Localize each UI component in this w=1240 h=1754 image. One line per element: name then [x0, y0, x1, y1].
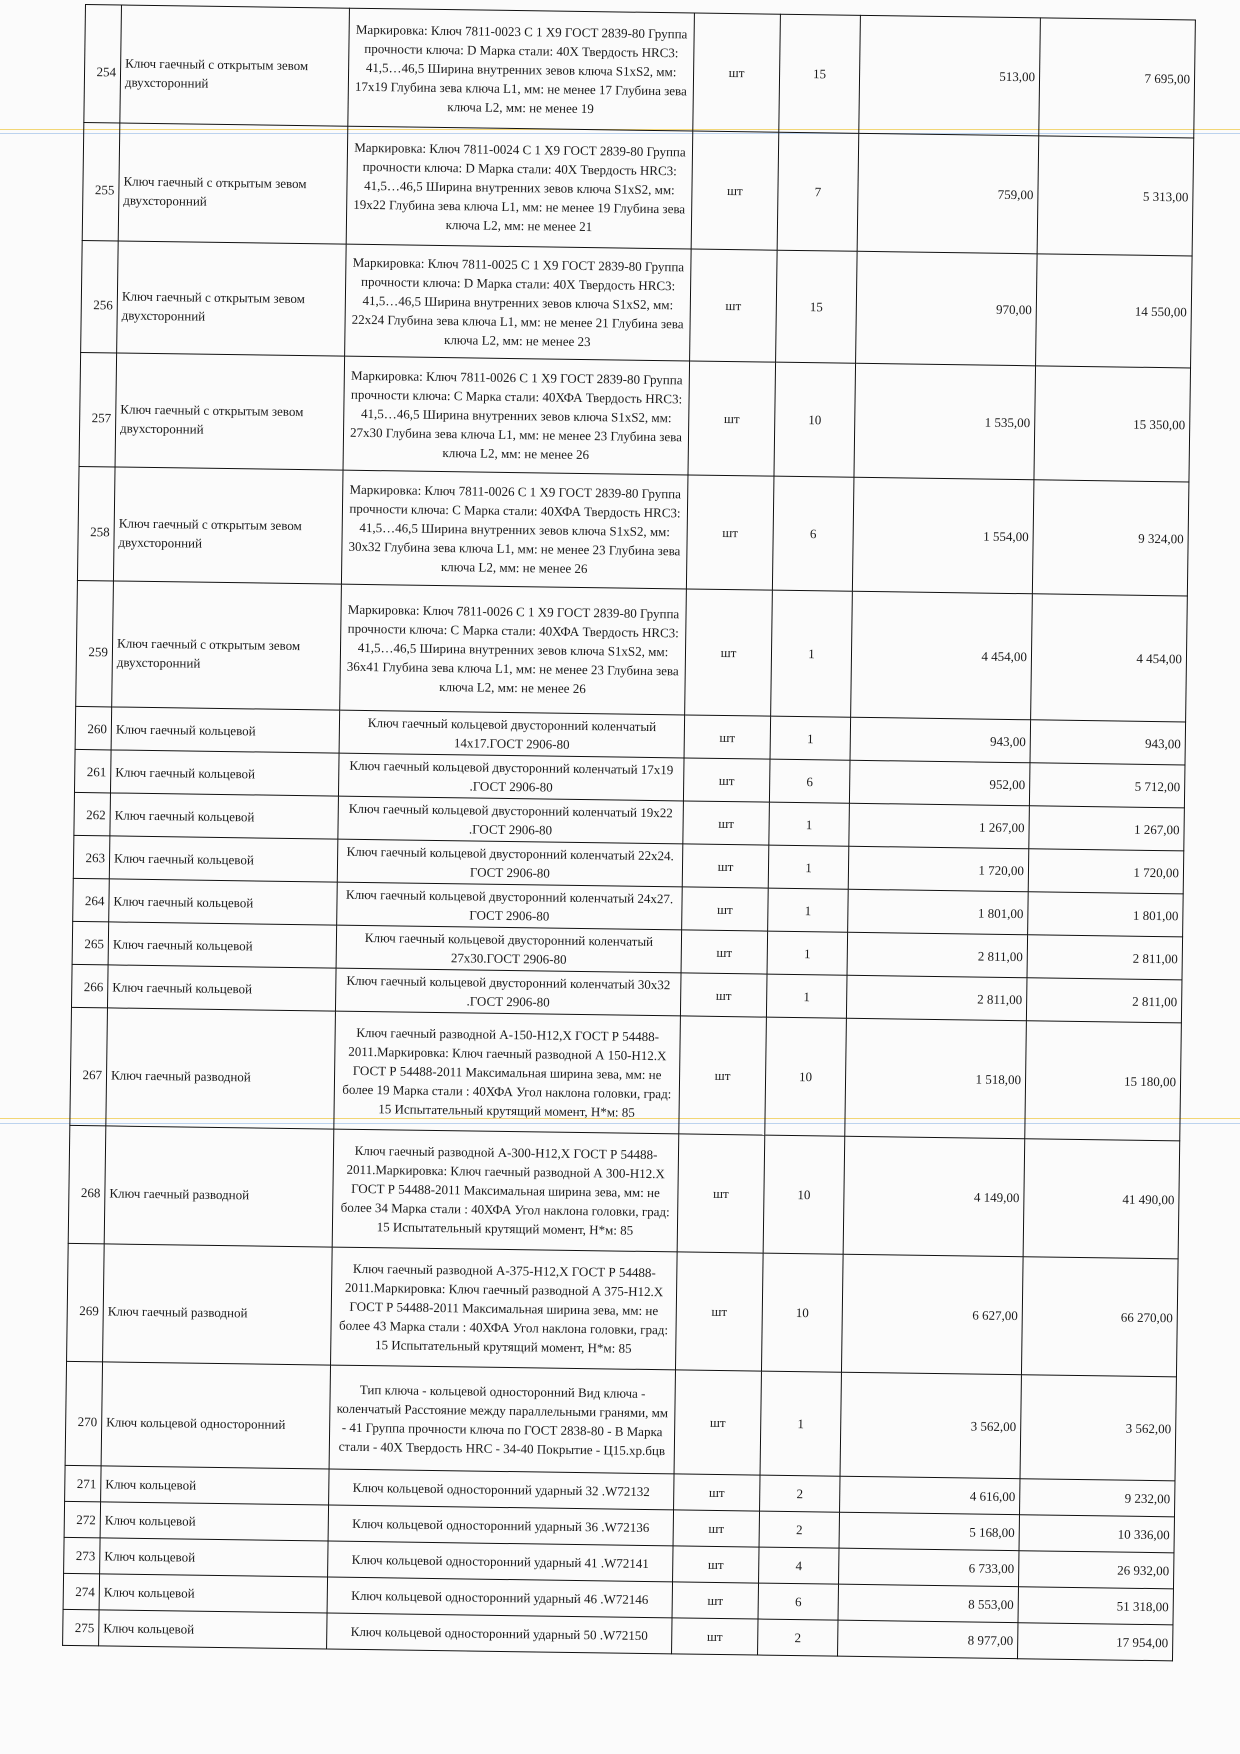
row-number: 274: [63, 1573, 99, 1609]
item-name: Ключ кольцевой: [100, 1538, 328, 1577]
item-description: Ключ кольцевой односторонний ударный 32 .W72132: [329, 1469, 674, 1510]
item-sum: 15 350,00: [1034, 366, 1191, 482]
item-description: Ключ гаечный кольцевой двусторонний коленчатый 22х24. ГОСТ 2906-80: [337, 839, 683, 887]
item-description: Ключ гаечный кольцевой двусторонний коленчатый 17х19 .ГОСТ 2906-80: [338, 753, 684, 801]
item-unit: шт: [674, 1474, 760, 1511]
item-description: Ключ гаечный разводной А-150-Н12,Х ГОСТ Р 54488-2011.Маркировка: Ключ гаечный разводной А 150-Н12.Х ГОСТ Р 54488-2011 Максимальная ширина зева, мм: не более 19 Марка стали : 40ХФА Угол наклона головки, град: 15 Испытательный крутящий момент, Н*м: 85: [334, 1011, 681, 1134]
item-price: 1 801,00: [848, 889, 1029, 935]
item-quantity: 7: [777, 132, 859, 251]
item-sum: 943,00: [1030, 720, 1186, 765]
item-price: 4 454,00: [851, 591, 1033, 720]
item-price: 4 616,00: [840, 1476, 1020, 1515]
item-quantity: 1: [768, 888, 849, 932]
item-price: 3 562,00: [840, 1372, 1021, 1479]
item-price: 6 733,00: [839, 1548, 1019, 1587]
item-description: Ключ кольцевой односторонний ударный 46 .W72146: [327, 1577, 672, 1618]
item-description: Маркировка: Ключ 7811-0024 С 1 Х9 ГОСТ 2839-80 Группа прочности ключа: D Марка стали: 40Х Твердость HRC3: 41,5…46,5 Ширина внутренних зевов ключа S1xS2, мм: 19х22 Глубина зева ключа L1, мм: не менее 19 Глубина зева ключа L2, мм: не менее 21: [346, 126, 693, 249]
table-row: [68, 1125, 1180, 1258]
item-description: Ключ гаечный разводной А-375-Н12,Х ГОСТ Р 54488-2011.Маркировка: Ключ гаечный разводной А 375-Н12.Х ГОСТ Р 54488-2011 Максимальная ширина зева, мм: не более 43 Марка стали : 40ХФА Угол наклона головки, град: 15 Испытательный крутящий момент, Н*м: 85: [331, 1247, 678, 1370]
price-table-sheet: [62, 4, 1195, 1661]
item-quantity: 10: [763, 1135, 845, 1254]
item-unit: шт: [673, 1510, 759, 1547]
item-sum: 1 267,00: [1029, 806, 1185, 851]
table-row: [84, 5, 1196, 138]
item-unit: шт: [688, 361, 776, 476]
row-number: 255: [82, 122, 120, 240]
item-name: Ключ гаечный кольцевой: [110, 750, 339, 796]
item-description: Ключ гаечный кольцевой двусторонний коленчатый 19х22 .ГОСТ 2906-80: [338, 796, 684, 844]
item-quantity: 1: [768, 845, 849, 889]
item-sum: 15 180,00: [1025, 1021, 1182, 1141]
item-unit: шт: [686, 475, 774, 590]
item-price: 1 518,00: [845, 1018, 1027, 1139]
item-description: Маркировка: Ключ 7811-0026 С 1 Х9 ГОСТ 2839-80 Группа прочности ключа: С Марка стали: 40ХФА Твердость HRC3: 41,5…46,5 Ширина внутренних зевов ключа S1xS2, мм: 30х32 Глубина зева ключа L1, мм: не менее 23 Глубина зева ключа L2, мм: не менее 26: [341, 470, 688, 589]
item-description: Маркировка: Ключ 7811-0026 С 1 Х9 ГОСТ 2839-80 Группа прочности ключа: С Марка стали: 40ХФА Твердость HRC3: 41,5…46,5 Ширина внутренних зевов ключа S1xS2, мм: 27х30 Глубина зева ключа L1, мм: не менее 23 Глубина зева ключа L2, мм: не менее 26: [343, 356, 690, 475]
item-unit: шт: [683, 801, 770, 845]
row-number: 262: [74, 792, 111, 835]
item-description: Ключ гаечный кольцевой двусторонний коленчатый 27х30.ГОСТ 2906-80: [336, 925, 682, 973]
item-unit: шт: [685, 589, 773, 716]
item-unit: шт: [673, 1546, 759, 1583]
item-sum: 14 550,00: [1036, 254, 1193, 368]
item-quantity: 2: [758, 1619, 838, 1656]
item-price: 952,00: [849, 760, 1030, 806]
item-name: Ключ гаечный кольцевой: [109, 879, 338, 925]
item-price: 1 720,00: [848, 846, 1029, 892]
row-number: 271: [65, 1465, 101, 1501]
item-sum: 5 712,00: [1029, 763, 1185, 808]
item-quantity: 15: [776, 250, 858, 363]
row-number: 269: [67, 1243, 105, 1361]
item-name: Ключ кольцевой: [99, 1610, 327, 1649]
row-number: 264: [73, 878, 110, 921]
table-row: [82, 122, 1194, 255]
item-name: Ключ гаечный кольцевой: [110, 793, 339, 839]
item-description: Ключ кольцевой односторонний ударный 50 .W72150: [327, 1613, 672, 1654]
table-row: [81, 240, 1192, 367]
item-name: Ключ гаечный разводной: [106, 1008, 336, 1129]
item-price: 8 977,00: [838, 1620, 1018, 1659]
item-name: Ключ гаечный кольцевой: [111, 707, 340, 753]
row-number: 265: [72, 921, 109, 964]
item-name: Ключ гаечный с открытым зевом двухсторонний: [118, 123, 348, 244]
row-number: 254: [84, 5, 122, 123]
item-unit: шт: [693, 13, 781, 132]
item-name: Ключ гаечный с открытым зевом двухсторонний: [120, 5, 350, 126]
item-name: Ключ кольцевой односторонний: [101, 1362, 330, 1469]
item-description: Тип ключа - кольцевой односторонний Вид ключа - коленчатый Расстояние между параллельными гранями, мм - 41 Группа прочности ключа по ГОСТ 2838-80 - В Марка стали - 40Х Твердость HRC - 34-40 Покрытие - Ц15.хр.бцв: [329, 1365, 675, 1474]
item-unit: шт: [691, 131, 779, 250]
item-unit: шт: [680, 973, 767, 1017]
item-quantity: 10: [774, 362, 856, 477]
item-name: Ключ гаечный кольцевой: [108, 922, 337, 968]
row-number: 267: [70, 1007, 108, 1125]
item-unit: шт: [677, 1134, 765, 1253]
item-sum: 1 801,00: [1028, 892, 1184, 937]
item-unit: шт: [684, 715, 771, 759]
item-description: Ключ гаечный кольцевой двусторонний коленчатый 30х32 .ГОСТ 2906-80: [335, 968, 681, 1016]
item-quantity: 1: [771, 590, 853, 717]
item-description: Ключ гаечный разводной А-300-Н12,Х ГОСТ Р 54488-2011.Маркировка: Ключ гаечный разводной А 300-Н12.Х ГОСТ Р 54488-2011 Максимальная ширина зева, мм: не более 34 Марка стали : 40ХФА Угол наклона головки, град: 15 Испытательный крутящий момент, Н*м: 85: [332, 1129, 679, 1252]
item-unit: шт: [679, 1016, 767, 1135]
row-number: 257: [79, 352, 117, 466]
item-quantity: 1: [769, 802, 850, 846]
item-price: 5 168,00: [839, 1512, 1019, 1551]
item-name: Ключ гаечный с открытым зевом двухсторонний: [117, 241, 347, 356]
row-number: 260: [75, 706, 112, 749]
row-number: 268: [68, 1125, 106, 1243]
item-price: 1 535,00: [854, 363, 1036, 480]
item-quantity: 15: [779, 14, 861, 133]
item-quantity: 1: [766, 974, 847, 1018]
table-body: [63, 5, 1196, 1661]
item-quantity: 1: [770, 716, 851, 760]
item-quantity: 6: [758, 1583, 838, 1620]
item-description: Ключ гаечный кольцевой двусторонний коленчатый 14х17.ГОСТ 2906-80: [339, 710, 685, 758]
row-number: 272: [64, 1501, 100, 1537]
item-sum: 7 695,00: [1039, 18, 1196, 138]
item-sum: 5 313,00: [1037, 136, 1194, 256]
item-unit: шт: [675, 1252, 763, 1371]
item-description: Ключ кольцевой односторонний ударный 36 .W72136: [328, 1505, 673, 1546]
item-quantity: 6: [772, 476, 854, 591]
row-number: 273: [64, 1537, 100, 1573]
table-row: [79, 352, 1190, 481]
item-name: Ключ гаечный с открытым зевом двухсторонний: [115, 353, 345, 470]
item-name: Ключ гаечный кольцевой: [107, 965, 336, 1011]
table-row: [76, 580, 1188, 721]
item-sum: 9 232,00: [1019, 1479, 1174, 1517]
table-row: [70, 1007, 1182, 1140]
item-quantity: 6: [769, 759, 850, 803]
item-name: Ключ кольцевой: [101, 1466, 329, 1505]
item-sum: 1 720,00: [1028, 849, 1184, 894]
item-price: 970,00: [856, 251, 1038, 366]
item-sum: 41 490,00: [1023, 1139, 1180, 1259]
item-sum: 9 324,00: [1032, 480, 1189, 596]
item-price: 943,00: [850, 717, 1031, 763]
item-price: 6 627,00: [841, 1254, 1023, 1375]
item-sum: 3 562,00: [1020, 1375, 1176, 1481]
table-row: [77, 466, 1188, 595]
item-price: 1 554,00: [852, 477, 1034, 594]
item-description: Ключ гаечный кольцевой двусторонний коленчатый 24х27. ГОСТ 2906-80: [337, 882, 683, 930]
item-quantity: 4: [759, 1547, 839, 1584]
row-number: 256: [81, 240, 119, 352]
row-number: 263: [73, 835, 110, 878]
item-sum: 2 811,00: [1026, 978, 1182, 1023]
items-table: [62, 4, 1196, 1661]
row-number: 258: [77, 466, 115, 580]
item-quantity: 2: [759, 1511, 839, 1548]
item-unit: шт: [672, 1618, 758, 1655]
item-price: 513,00: [859, 15, 1041, 136]
item-description: Маркировка: Ключ 7811-0023 С 1 Х9 ГОСТ 2839-80 Группа прочности ключа: D Марка стали: 40Х Твердость HRC3: 41,5…46,5 Ширина внутренних зевов ключа S1xS2, мм: 17х19 Глубина зева ключа L1, мм: не менее 17 Глубина зева ключа L2, мм: не менее 19: [348, 8, 695, 131]
item-sum: 17 954,00: [1017, 1623, 1172, 1661]
item-unit: шт: [674, 1370, 761, 1475]
item-quantity: 2: [760, 1475, 840, 1512]
row-number: 270: [65, 1361, 102, 1465]
item-price: 2 811,00: [846, 975, 1027, 1021]
row-number: 259: [76, 580, 114, 706]
item-unit: шт: [681, 930, 768, 974]
item-sum: 66 270,00: [1021, 1257, 1178, 1377]
item-quantity: 10: [761, 1253, 843, 1372]
item-quantity: 1: [767, 931, 848, 975]
item-description: Маркировка: Ключ 7811-0025 С 1 Х9 ГОСТ 2839-80 Группа прочности ключа: D Марка стали: 40Х Твердость HRC3: 41,5…46,5 Ширина внутренних зевов ключа S1xS2, мм: 22х24 Глубина зева ключа L1, мм: не менее 21 Глубина зева ключа L2, мм: не менее 23: [345, 244, 692, 361]
item-name: Ключ кольцевой: [99, 1574, 327, 1613]
item-name: Ключ гаечный с открытым зевом двухсторонний: [113, 467, 343, 584]
item-price: 8 553,00: [838, 1584, 1018, 1623]
item-sum: 26 932,00: [1018, 1551, 1173, 1589]
item-price: 2 811,00: [847, 932, 1028, 978]
item-unit: шт: [690, 249, 778, 362]
row-number: 261: [74, 749, 111, 792]
item-name: Ключ гаечный разводной: [104, 1126, 334, 1247]
item-unit: шт: [683, 758, 770, 802]
item-unit: шт: [682, 844, 769, 888]
item-sum: 10 336,00: [1019, 1515, 1174, 1553]
item-quantity: 1: [760, 1371, 841, 1476]
item-price: 4 149,00: [843, 1136, 1025, 1257]
item-description: Ключ кольцевой односторонний ударный 41 .W72141: [328, 1541, 673, 1582]
item-quantity: 10: [765, 1017, 847, 1136]
row-number: 266: [71, 964, 108, 1007]
item-sum: 4 454,00: [1031, 594, 1188, 722]
item-unit: шт: [672, 1582, 758, 1619]
item-price: 759,00: [857, 133, 1039, 254]
row-number: 275: [63, 1609, 99, 1645]
item-description: Маркировка: Ключ 7811-0026 С 1 Х9 ГОСТ 2839-80 Группа прочности ключа: С Марка стали: 40ХФА Твердость HRC3: 41,5…46,5 Ширина внутренних зевов ключа S1xS2, мм: 36х41 Глубина зева ключа L1, мм: не менее 23 Глубина зева ключа L2, мм: не менее 26: [340, 584, 687, 715]
item-name: Ключ гаечный с открытым зевом двухсторонний: [112, 581, 342, 710]
item-name: Ключ гаечный кольцевой: [109, 836, 338, 882]
item-name: Ключ кольцевой: [100, 1502, 328, 1541]
table-row: [67, 1243, 1179, 1376]
table-row: [65, 1361, 1176, 1480]
item-sum: 2 811,00: [1027, 935, 1183, 980]
item-sum: 51 318,00: [1018, 1587, 1173, 1625]
item-price: 1 267,00: [849, 803, 1030, 849]
item-name: Ключ гаечный разводной: [103, 1244, 333, 1365]
item-unit: шт: [682, 887, 769, 931]
